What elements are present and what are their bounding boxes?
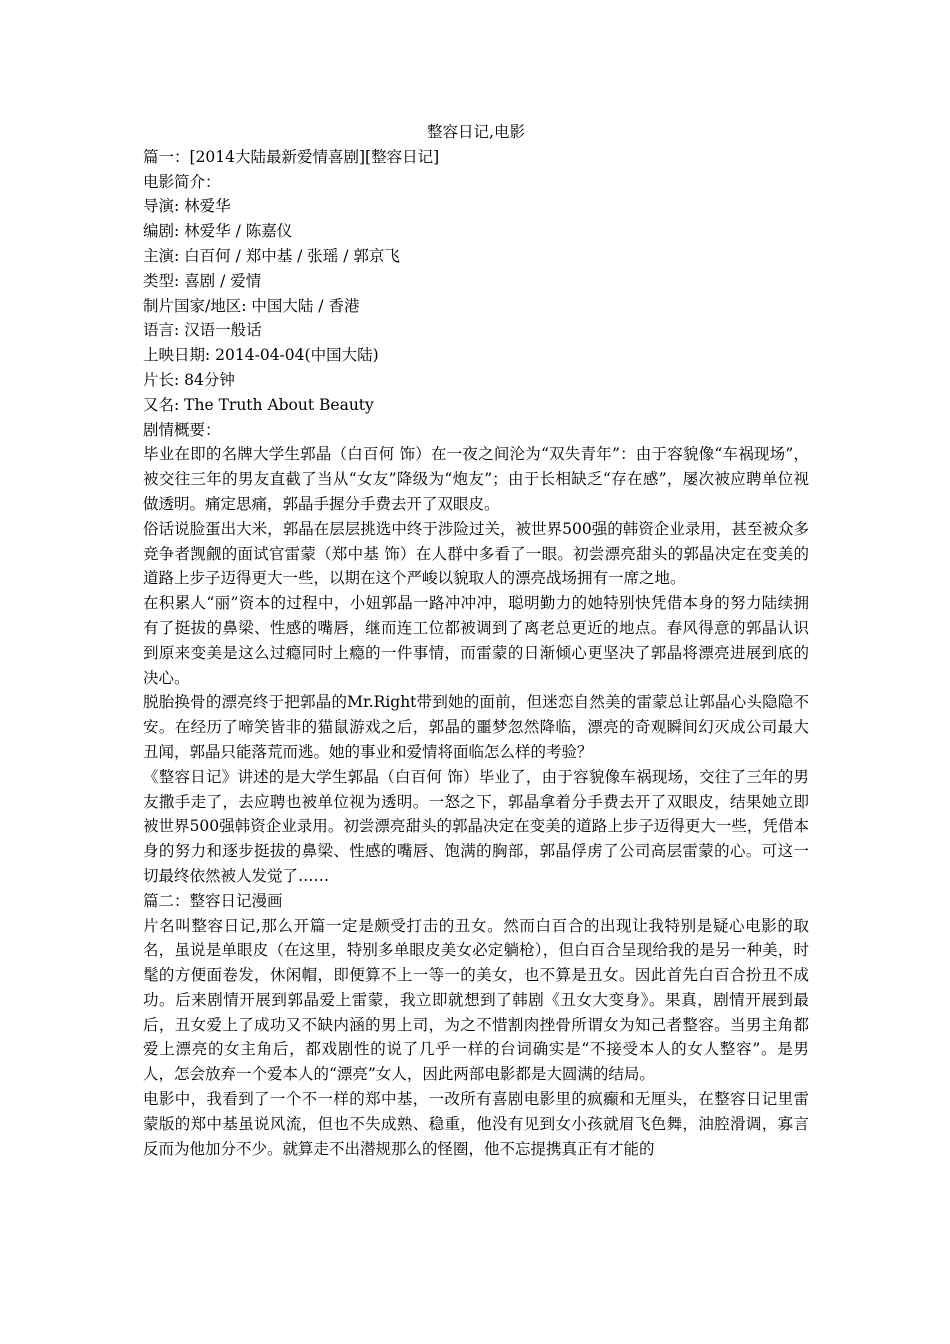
plot-paragraph: 俗话说脸蛋出大米，郭晶在层层挑选中终于涉险过关，被世界500强的韩资企业录用，甚至被众多竞争者觊觎的面试官雷蒙（郑中基 饰）在人群中多看了一眼。初尝漂亮甜头的郭晶决定在变美的道路上步子迈得更大一些，以期在这个严峻以貌取人的漂亮战场拥有一席之地。 xyxy=(143,519,809,588)
info-cast: 主演: 白百何 / 郑中基 / 张瑶 / 郭京飞 xyxy=(143,246,400,265)
info-release-date: 上映日期: 2014-04-04(中国大陆) xyxy=(143,346,379,365)
section-heading-1: 篇一：[2014大陆最新爱情喜剧][整容日记] xyxy=(143,147,440,166)
info-runtime: 片长: 84分钟 xyxy=(143,370,235,389)
plot-paragraph: 在积累人“丽”资本的过程中，小妞郭晶一路冲冲冲，聪明勤力的她特别快凭借本身的努力陆续拥有了挺拔的鼻梁、性感的嘴唇，继而连工位都被调到了离老总更近的地点。春风得意的郭晶认识到原来变美是这么过瘾同时上瘾的一件事情，而雷蒙的日渐倾心更坚决了郭晶将漂亮进展到底的决心。 xyxy=(143,594,809,687)
info-aka: 又名: The Truth About Beauty xyxy=(143,395,374,414)
plot-paragraph: 脱胎换骨的漂亮终于把郭晶的Mr.Right带到她的面前，但迷恋自然美的雷蒙总让郭晶心头隐隐不安。在经历了啼笑皆非的猫鼠游戏之后，郭晶的噩梦忽然降临，漂亮的奇观瞬间幻灭成公司最大丑闻，郭晶只能落荒而逃。她的事业和爱情将面临怎么样的考验？ xyxy=(143,693,809,761)
review-paragraph: 片名叫整容日记,那么开篇一定是颇受打击的丑女。然而白百合的出现让我特别是疑心电影的取名，虽说是单眼皮（在这里，特别多单眼皮美女必定躺枪），但白百合呈现给我的是另一种美，时髦的方便面卷发，休闲帽，即便算不上一等一的美女，也不算是丑女。因此首先白百合扮丑不成功。后来剧情开展到郭晶爱上雷蒙，我立即就想到了韩剧《丑女大变身》。果真，剧情开展到最后，丑女爱上了成功又不缺内涵的男上司，为之不惜割肉挫骨所谓女为知己者整容。当男主角都爱上漂亮的女主角后，都戏剧性的说了几乎一样的台词确实是“不接受本人的女人整容”。是男人，怎会放弃一个爱本人的“漂亮”女人，因此两部电影都是大圆满的结局。 xyxy=(143,916,809,1084)
review-paragraph: 电影中，我看到了一个不一样的郑中基，一改所有喜剧电影里的疯癫和无厘头，在整容日记里雷蒙版的郑中基虽说风流，但也不失成熟、稳重，他没有见到女小孩就眉飞色舞，油腔滑调，寡言反而为他加分不少。就算走不出潜规那么的怪圈，他不忘提携真正有才能的 xyxy=(143,1090,809,1158)
section-heading-2: 篇二：整容日记漫画 xyxy=(143,891,283,910)
info-language: 语言: 汉语一般话 xyxy=(143,321,262,340)
plot-paragraph: 毕业在即的名牌大学生郭晶（白百何 饰）在一夜之间沦为“双失青年”：由于容貌像“车祸现场”，被交往三年的男友直截了当从“女友”降级为“炮友”；由于长相缺乏“存在感”，屡次被应聘单位视做透明。痛定思痛，郭晶手握分手费去开了双眼皮。 xyxy=(143,445,809,513)
document-page xyxy=(143,120,809,1161)
plot-paragraph: 《整容日记》讲述的是大学生郭晶（白百何 饰）毕业了，由于容貌像车祸现场，交往了三年的男友撒手走了，去应聘也被单位视为透明。一怒之下，郭晶拿着分手费去开了双眼皮，结果她立即被世界500强韩资企业录用。初尝漂亮甜头的郭晶决定在变美的道路上步子迈得更大一些，凭借本身的努力和逐步挺拔的鼻梁、性感的嘴唇、饱满的胸部，郭晶俘虏了公司高层雷蒙的心。可这一切最终依然被人发觉了…… xyxy=(143,767,809,885)
intro-label: 电影简介： xyxy=(143,172,221,191)
info-writer: 编剧: 林爱华 / 陈嘉仪 xyxy=(143,222,293,241)
info-director: 导演: 林爱华 xyxy=(143,197,231,216)
document-title: 整容日记,电影 xyxy=(427,123,525,141)
info-country: 制片国家/地区: 中国大陆 / 香港 xyxy=(143,296,360,315)
info-genre: 类型: 喜剧 / 爱情 xyxy=(143,271,262,290)
plot-label: 剧情概要： xyxy=(143,420,221,439)
